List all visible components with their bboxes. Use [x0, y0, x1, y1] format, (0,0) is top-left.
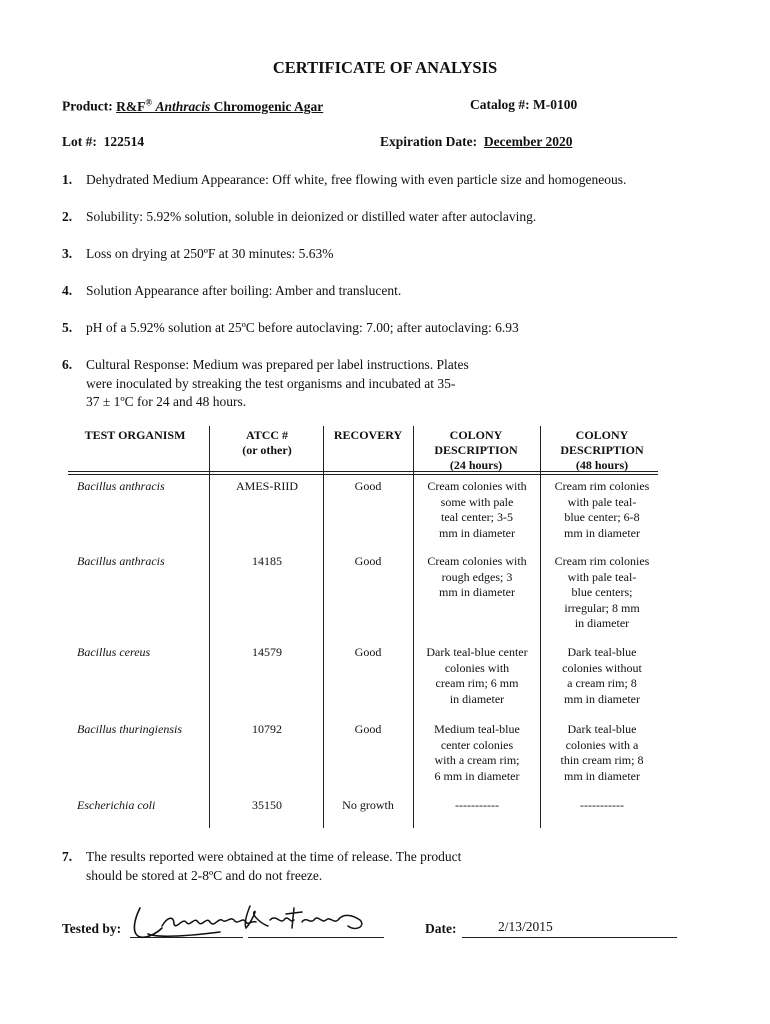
item-text: pH of a 5.92% solution at 25ºC before autoclaving: 7.00; after autoclaving: 6.93 — [86, 320, 519, 335]
table-column-divider — [540, 426, 541, 828]
list-item-storage — [62, 848, 722, 883]
item-text: Dehydrated Medium Appearance: Off white, free flowing with even particle size and homogeneous. — [86, 172, 627, 187]
header-line: DESCRIPTION — [434, 443, 518, 457]
item-number: 6. — [62, 357, 73, 372]
description-line: mm in diameter — [564, 768, 640, 783]
list-item — [62, 208, 722, 227]
cultural-response-table — [0, 424, 770, 834]
item-text — [86, 356, 726, 412]
header-test-organism: TEST ORGANISM — [84, 428, 186, 442]
item-number: 1. — [62, 172, 73, 187]
lot-label: Lot #: — [62, 134, 97, 149]
description-line: Dark teal-blue center — [426, 645, 528, 659]
signature-date: 2/13/2015 — [498, 919, 553, 934]
item-number: 5. — [62, 320, 73, 335]
description-line: with pale teal- — [567, 569, 637, 584]
item-text-line: The results reported were obtained at the time of release. The product — [86, 849, 462, 864]
description-line: Cream rim colonies — [554, 479, 650, 493]
colony-description-24h — [416, 554, 538, 601]
item-text: Solubility: 5.92% solution, soluble in deionized or distilled water after autoclaving. — [86, 209, 537, 224]
header-line: (24 hours) — [449, 458, 503, 472]
description-line: Medium teal-blue — [434, 722, 520, 736]
header-line: COLONY — [575, 428, 629, 442]
expiration-line — [380, 134, 572, 150]
item-text — [86, 848, 726, 885]
item-number: 4. — [62, 283, 73, 298]
description-line: mm in diameter — [439, 585, 515, 599]
header-line: (48 hours) — [575, 458, 629, 472]
product-brand: R&F — [116, 98, 146, 114]
description-line: 6 mm in diameter — [434, 768, 520, 783]
description-line: Cream rim colonies — [554, 554, 650, 568]
date-label: Date: — [425, 921, 457, 936]
organism-name: Escherichia coli — [77, 798, 156, 812]
item-number: 7. — [62, 849, 73, 864]
recovery-result: Good — [354, 554, 382, 568]
description-line: in diameter — [574, 616, 630, 630]
list-item — [62, 245, 722, 264]
registered-mark: ® — [145, 97, 153, 107]
item-text-line: 37 ± 1ºC for 24 and 48 hours. — [86, 394, 247, 409]
header-line: COLONY — [449, 428, 503, 442]
recovery-result: Good — [354, 645, 382, 659]
list-item-cultural-response — [62, 356, 722, 409]
item-text: Loss on drying at 250ºF at 30 minutes: 5.63% — [86, 246, 334, 261]
colony-description-24h — [416, 798, 538, 814]
organism-name: Bacillus anthracis — [77, 554, 165, 568]
list-item — [62, 282, 722, 301]
atcc-number: 35150 — [252, 798, 282, 812]
item-text: Solution Appearance after boiling: Amber and translucent. — [86, 283, 402, 298]
product-label: Product: — [62, 98, 113, 114]
colony-description-48h — [543, 722, 661, 784]
lot-number: 122514 — [103, 134, 145, 149]
item-text-line: Cultural Response: Medium was prepared per label instructions. Plates — [86, 357, 469, 372]
colony-description-48h — [543, 554, 661, 632]
colony-description-24h — [416, 722, 538, 784]
list-item — [62, 171, 722, 190]
document-title: CERTIFICATE OF ANALYSIS — [272, 58, 498, 77]
product-name — [116, 99, 323, 114]
atcc-number: AMES-RIID — [236, 479, 298, 493]
organism-name: Bacillus thuringiensis — [77, 722, 182, 736]
description-line: with a cream rim; — [434, 753, 520, 767]
description-line: blue center; 6-8 — [564, 510, 640, 524]
product-name-rest: Chromogenic Agar — [213, 98, 324, 114]
colony-description-48h — [543, 798, 661, 814]
header-atcc-line: ATCC # — [245, 428, 289, 442]
atcc-number: 14185 — [252, 554, 282, 568]
item-text-line: were inoculated by streaking the test organisms and incubated at 35- — [86, 375, 456, 391]
product-line — [62, 97, 323, 115]
header-atcc — [212, 428, 322, 458]
organism-name: Bacillus cereus — [77, 645, 151, 659]
description-line: ----------- — [580, 798, 624, 812]
header-atcc-line: (or other) — [242, 443, 292, 457]
header-recovery: RECOVERY — [333, 428, 403, 442]
description-line: ----------- — [455, 798, 499, 812]
description-line: mm in diameter — [564, 525, 640, 540]
colony-description-48h — [543, 645, 661, 707]
description-line: Dark teal-blue — [567, 645, 637, 659]
colony-description-24h — [416, 479, 538, 541]
date-underline — [462, 937, 677, 938]
description-line: irregular; 8 mm — [564, 600, 640, 615]
description-line: colonies without — [562, 660, 642, 675]
description-line: blue centers; — [571, 585, 633, 599]
organism-name: Bacillus anthracis — [77, 479, 165, 493]
header-colony-24h — [416, 428, 536, 473]
description-line: thin cream rim; 8 — [560, 753, 644, 767]
expiration-label: Expiration Date: — [380, 134, 478, 149]
description-line: in diameter — [449, 691, 505, 706]
description-line: rough edges; 3 — [441, 569, 513, 584]
atcc-number: 10792 — [252, 722, 282, 736]
list-item — [62, 319, 722, 338]
colony-description-48h — [543, 479, 661, 541]
item-number: 2. — [62, 209, 73, 224]
table-column-divider — [413, 426, 414, 828]
table-header-rule — [68, 474, 658, 475]
description-line: mm in diameter — [564, 691, 640, 706]
description-line: center colonies — [440, 737, 514, 752]
description-line: with pale teal- — [567, 494, 637, 509]
atcc-number: 14579 — [252, 645, 282, 659]
product-species: Anthracis — [155, 98, 211, 114]
catalog-number: Catalog #: M-0100 — [470, 97, 578, 112]
table-column-divider — [323, 426, 324, 828]
table-column-divider — [209, 426, 210, 828]
recovery-result: No growth — [342, 798, 394, 812]
header-colony-48h — [543, 428, 661, 473]
description-line: colonies with a — [565, 737, 639, 752]
tested-by-label: Tested by: — [62, 921, 122, 936]
description-line: cream rim; 6 mm — [435, 676, 519, 690]
item-text-line: should be stored at 2-8ºC and do not freeze. — [86, 867, 323, 883]
handwritten-signature — [128, 898, 388, 946]
description-line: teal center; 3-5 — [441, 510, 513, 524]
recovery-result: Good — [354, 722, 382, 736]
description-line: Cream colonies with — [427, 554, 527, 568]
colony-description-24h — [416, 645, 538, 707]
lot-line — [62, 134, 144, 150]
expiration-date: December 2020 — [483, 134, 573, 149]
recovery-result: Good — [354, 479, 382, 493]
description-line: some with pale — [440, 494, 514, 509]
description-line: colonies with — [444, 660, 510, 675]
description-line: Cream colonies with — [427, 479, 527, 493]
item-number: 3. — [62, 246, 73, 261]
description-line: mm in diameter — [439, 525, 515, 540]
description-line: a cream rim; 8 — [567, 676, 637, 690]
description-line: Dark teal-blue — [567, 722, 637, 736]
header-line: DESCRIPTION — [560, 443, 644, 457]
